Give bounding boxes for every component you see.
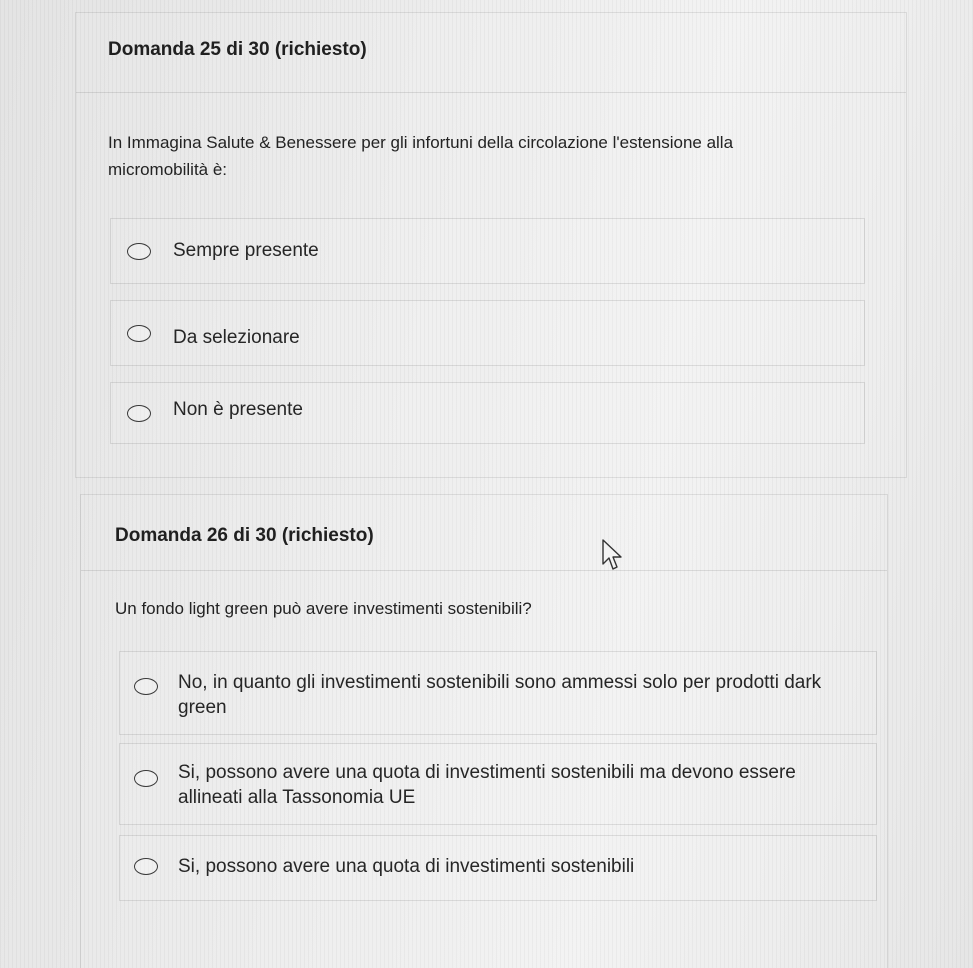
radio-button-icon[interactable] xyxy=(134,678,158,695)
answer-option-no-dark-green[interactable] xyxy=(119,651,877,735)
radio-button-icon[interactable] xyxy=(127,243,151,260)
question-card-26 xyxy=(80,494,888,968)
answer-option-label: No, in quanto gli investimenti sostenibili sono ammessi solo per prodotti dark green xyxy=(178,672,822,718)
answer-option-label: Si, possono avere una quota di investimenti sostenibili ma devono essere allineati alla Tassonomia UE xyxy=(178,762,796,808)
question-text: Un fondo light green può avere investimenti sostenibili? xyxy=(115,599,532,618)
radio-button-icon[interactable] xyxy=(127,405,151,422)
answer-option-label: Da selezionare xyxy=(173,327,300,348)
answer-option-label: Non è presente xyxy=(173,399,303,420)
answer-option-si-tassonomia-ue[interactable] xyxy=(119,743,877,825)
question-title: Domanda 25 di 30 (richiesto) xyxy=(108,39,367,60)
answer-option-sempre-presente[interactable] xyxy=(110,218,865,284)
question-text: In Immagina Salute & Benessere per gli infortuni della circolazione l'estensione alla micromobilità è: xyxy=(108,133,734,179)
answer-option-label: Sempre presente xyxy=(173,240,319,261)
answer-option-si-quota-sostenibili[interactable] xyxy=(119,835,877,901)
answer-option-non-presente[interactable] xyxy=(110,382,865,444)
mouse-pointer-icon xyxy=(600,538,626,572)
radio-button-icon[interactable] xyxy=(134,770,158,787)
radio-button-icon[interactable] xyxy=(134,858,158,875)
question-title: Domanda 26 di 30 (richiesto) xyxy=(115,525,374,546)
answer-option-label: Si, possono avere una quota di investimenti sostenibili xyxy=(178,856,635,877)
question-card-25 xyxy=(75,12,907,478)
radio-button-icon[interactable] xyxy=(127,325,151,342)
answer-option-da-selezionare[interactable] xyxy=(110,300,865,366)
